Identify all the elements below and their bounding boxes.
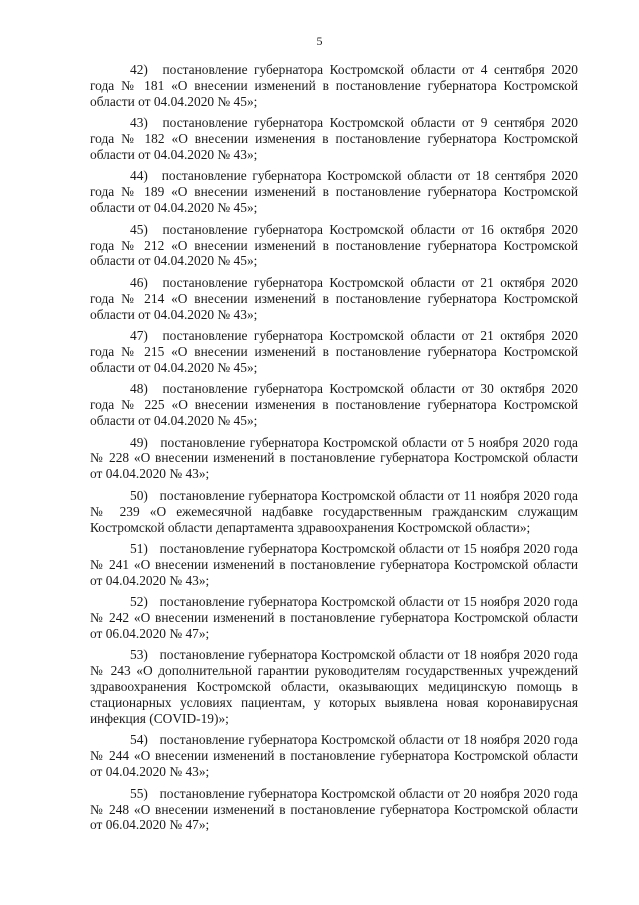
list-item-text: постановление губернатора Костромской области от 15 ноября 2020 года № 242 «О внесении изменений в постановление губернатора Костромской области от 06.04.2020 № 47»; (90, 594, 578, 641)
list-item (90, 594, 578, 642)
list-item-text: постановление губернатора Костромской области от 15 ноября 2020 года № 241 «О внесении изменений в постановление губернатора Костромской области от 04.04.2020 № 43»; (90, 540, 578, 588)
list-item (90, 168, 578, 216)
list-item-text: постановление губернатора Костромской области от 18 ноября 2020 года № 244 «О внесении изменений в постановление губернатора Костромской области от 04.04.2020 № 43»; (90, 732, 578, 780)
list-item-number: 50) (130, 487, 148, 503)
list-item-text: постановление губернатора Костромской области от 4 сентября 2020 года № 181 «О внесении изменений в постановление губернатора Костромской области от 04.04.2020 № 45»; (90, 62, 578, 109)
list-item (90, 328, 578, 376)
list-item (90, 488, 578, 536)
list-item (90, 786, 578, 834)
list-item-text: постановление губернатора Костромской области от 21 октября 2020 года № 215 «О внесении изменений в постановление губернатора Костромской области от 04.04.2020 № 45»; (90, 328, 578, 375)
list-item-number: 49) (130, 434, 148, 450)
list-item (90, 435, 578, 483)
list-item-text: постановление губернатора Костромской области от 9 сентября 2020 года № 182 «О внесении изменения в постановление губернатора Костромской области от 04.04.2020 № 43»; (90, 115, 578, 163)
list-item-text: постановление губернатора Костромской области от 18 ноября 2020 года № 243 «О дополнительной гарантии руководителям государственных учреждений здравоохранения Костромской области, оказывающих медицинскую помощь в стационарных условиях пациентам, у которых выявлена новая коронавирусная инфекция (COVID-19)»; (90, 647, 578, 727)
list-item-text: постановление губернатора Костромской области от 30 октября 2020 года № 225 «О внесении изменения в постановление губернатора Костромской области от 04.04.2020 № 45»; (90, 381, 578, 429)
list-item-number: 46) (130, 274, 148, 290)
list-item-text: постановление губернатора Костромской области от 20 ноября 2020 года № 248 «О внесении изменений в постановление губернатора Костромской области от 06.04.2020 № 47»; (90, 785, 578, 833)
list-item (90, 732, 578, 780)
list-item (90, 275, 578, 323)
list-item (90, 541, 578, 589)
list-item-text: постановление губернатора Костромской области от 5 ноября 2020 года № 228 «О внесении изменений в постановление губернатора Костромской области от 04.04.2020 № 43»; (90, 434, 578, 482)
list-item (90, 115, 578, 163)
list-item (90, 647, 578, 727)
list-item-text: постановление губернатора Костромской области от 21 октября 2020 года № 214 «О внесении изменений в постановление губернатора Костромской области от 04.04.2020 № 43»; (90, 274, 578, 322)
list-item (90, 381, 578, 429)
list-item (90, 62, 578, 110)
list-item-number: 44) (130, 168, 148, 184)
document-body (90, 62, 578, 839)
list-item-number: 48) (130, 381, 148, 397)
list-item-text: постановление губернатора Костромской области от 18 сентября 2020 года № 189 «О внесении изменений в постановление губернатора Костромской области от 04.04.2020 № 45»; (90, 168, 578, 216)
list-item-number: 54) (130, 732, 148, 748)
list-item-number: 53) (130, 647, 148, 663)
list-item-number: 52) (130, 594, 148, 610)
list-item-number: 43) (130, 115, 148, 131)
list-item (90, 222, 578, 270)
list-item-number: 45) (130, 221, 148, 237)
list-item-text: постановление губернатора Костромской области от 11 ноября 2020 года № 239 «О ежемесячной надбавке государственным гражданским служащим Костромской области департамента здравоохранения Костромской области»; (90, 487, 578, 535)
list-item-text: постановление губернатора Костромской области от 16 октября 2020 года № 212 «О внесении изменений в постановление губернатора Костромской области от 04.04.2020 № 45»; (90, 221, 578, 269)
list-item-number: 55) (130, 785, 148, 801)
list-item-number: 42) (130, 62, 148, 77)
list-item-number: 51) (130, 540, 148, 556)
list-item-number: 47) (130, 328, 148, 344)
page-number: 5 (316, 34, 323, 48)
